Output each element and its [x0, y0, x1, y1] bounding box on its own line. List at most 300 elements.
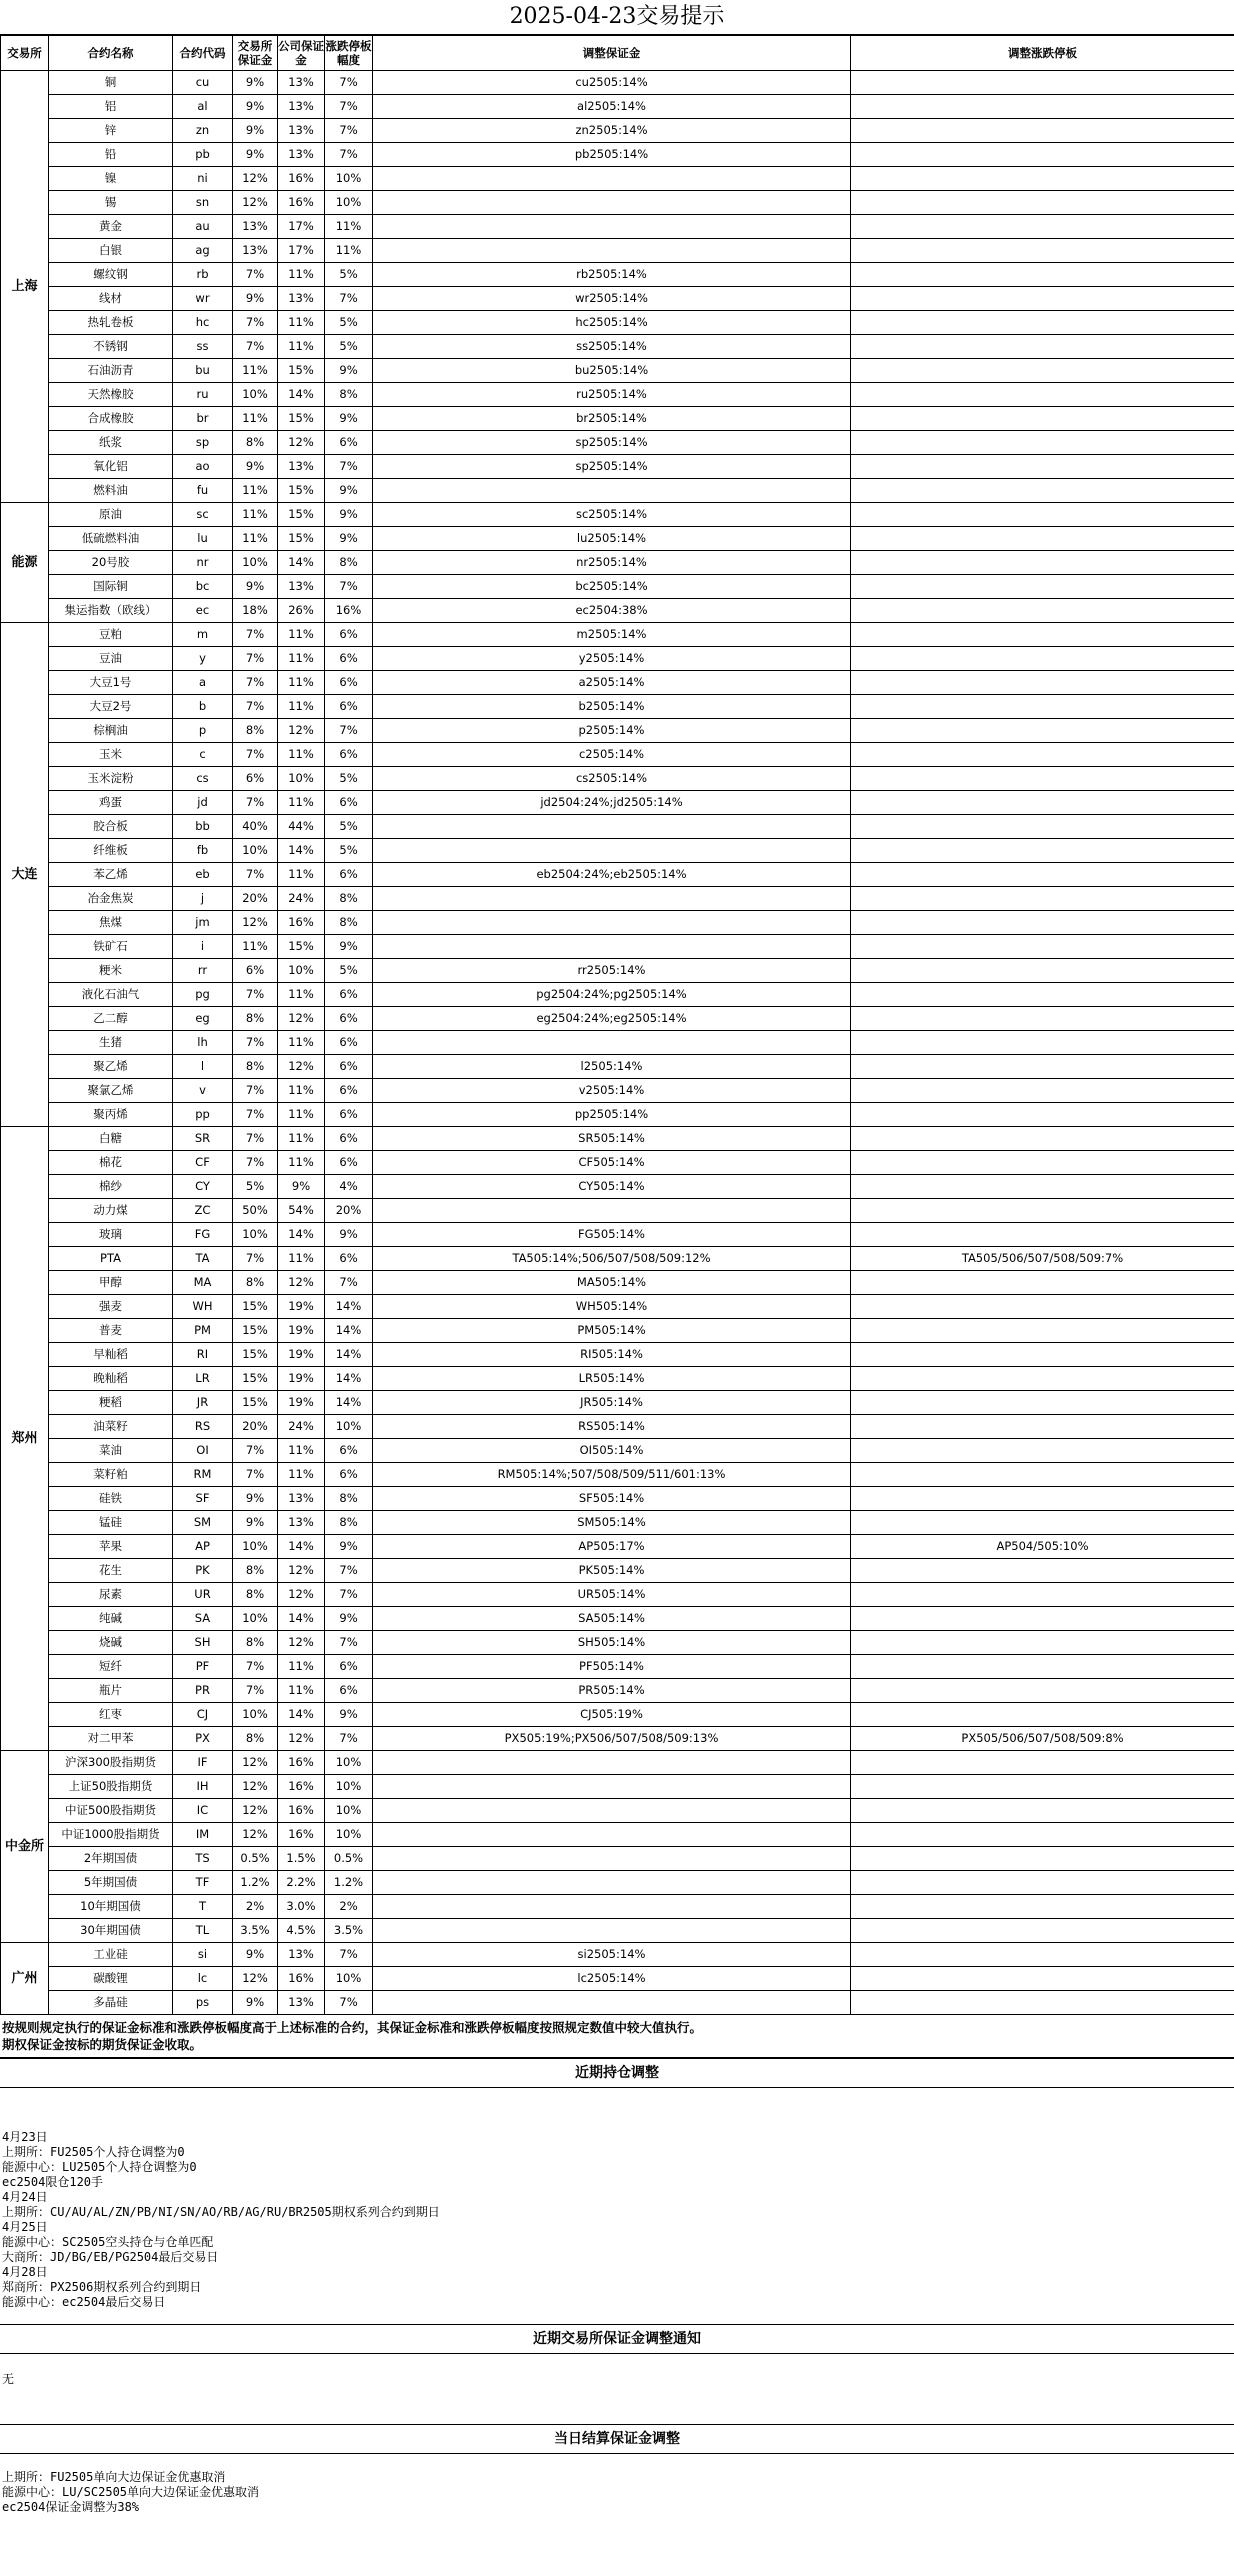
- company-margin-cell: 11%: [278, 1127, 325, 1151]
- contract-name-cell: 普麦: [49, 1319, 173, 1343]
- contract-code-cell: PM: [173, 1319, 233, 1343]
- table-row: [1, 1727, 1234, 1751]
- exchange-margin-cell: 2%: [233, 1895, 278, 1919]
- adjusted-margin-cell: hc2505:14%: [373, 311, 851, 335]
- contract-code-cell: zn: [173, 119, 233, 143]
- exchange-margin-cell: 11%: [233, 359, 278, 383]
- company-margin-cell: 12%: [278, 1271, 325, 1295]
- adjusted-limit-cell: [851, 1943, 1234, 1967]
- limit-cell: 5%: [325, 767, 373, 791]
- contract-name-cell: 豆油: [49, 647, 173, 671]
- adjusted-margin-cell: LR505:14%: [373, 1367, 851, 1391]
- adjusted-margin-cell: pb2505:14%: [373, 143, 851, 167]
- adjusted-limit-cell: [851, 1751, 1234, 1775]
- table-row: [1, 1847, 1234, 1871]
- limit-cell: 6%: [325, 1655, 373, 1679]
- limit-cell: 10%: [325, 1799, 373, 1823]
- table-row: [1, 1511, 1234, 1535]
- adjusted-limit-cell: AP504/505:10%: [851, 1535, 1234, 1559]
- limit-cell: 8%: [325, 911, 373, 935]
- table-row: [1, 1079, 1234, 1103]
- adjusted-limit-cell: [851, 983, 1234, 1007]
- contract-code-cell: a: [173, 671, 233, 695]
- adjusted-limit-cell: [851, 863, 1234, 887]
- adjusted-limit-cell: [851, 455, 1234, 479]
- contract-name-cell: 菜籽粕: [49, 1463, 173, 1487]
- table-row: [1, 95, 1234, 119]
- adjusted-margin-cell: UR505:14%: [373, 1583, 851, 1607]
- note-line: 大商所：JD/BG/EB/PG2504最后交易日: [2, 2250, 219, 2264]
- note-line: 能源中心：LU/SC2505单向大边保证金优惠取消: [2, 2485, 260, 2499]
- contract-name-cell: 白银: [49, 239, 173, 263]
- header-contract-code: 合约代码: [173, 36, 233, 71]
- contract-name-cell: 30年期国债: [49, 1919, 173, 1943]
- contract-code-cell: wr: [173, 287, 233, 311]
- contract-code-cell: TS: [173, 1847, 233, 1871]
- exchange-margin-cell: 20%: [233, 1415, 278, 1439]
- contract-name-cell: 棉纱: [49, 1175, 173, 1199]
- note-line: ec2504保证金调整为38%: [2, 2500, 140, 2514]
- contract-name-cell: 胶合板: [49, 815, 173, 839]
- limit-cell: 8%: [325, 1487, 373, 1511]
- limit-cell: 7%: [325, 95, 373, 119]
- exchange-margin-cell: 7%: [233, 623, 278, 647]
- contract-code-cell: i: [173, 935, 233, 959]
- contract-code-cell: CJ: [173, 1703, 233, 1727]
- table-row: [1, 143, 1234, 167]
- limit-cell: 9%: [325, 503, 373, 527]
- adjusted-limit-cell: [851, 1199, 1234, 1223]
- note-line: 上期所：FU2505个人持仓调整为0: [2, 2145, 185, 2159]
- company-margin-cell: 12%: [278, 1631, 325, 1655]
- contract-code-cell: RS: [173, 1415, 233, 1439]
- adjusted-margin-cell: b2505:14%: [373, 695, 851, 719]
- exchange-margin-cell: 20%: [233, 887, 278, 911]
- table-row: [1, 1487, 1234, 1511]
- adjusted-margin-cell: c2505:14%: [373, 743, 851, 767]
- exchange-margin-cell: 3.5%: [233, 1919, 278, 1943]
- table-row: [1, 1799, 1234, 1823]
- table-row: [1, 263, 1234, 287]
- limit-cell: 6%: [325, 1463, 373, 1487]
- table-row: [1, 647, 1234, 671]
- exchange-margin-cell: 7%: [233, 791, 278, 815]
- company-margin-cell: 11%: [278, 1079, 325, 1103]
- limit-cell: 20%: [325, 1199, 373, 1223]
- contract-name-cell: 乙二醇: [49, 1007, 173, 1031]
- contract-name-cell: 纤维板: [49, 839, 173, 863]
- contract-name-cell: 沪深300股指期货: [49, 1751, 173, 1775]
- contract-code-cell: AP: [173, 1535, 233, 1559]
- table-row: [1, 527, 1234, 551]
- adjusted-margin-cell: AP505:17%: [373, 1535, 851, 1559]
- company-margin-cell: 12%: [278, 1583, 325, 1607]
- exchange-margin-cell: 15%: [233, 1391, 278, 1415]
- table-row: [1, 1943, 1234, 1967]
- adjusted-limit-cell: [851, 1967, 1234, 1991]
- contract-code-cell: lu: [173, 527, 233, 551]
- limit-cell: 6%: [325, 791, 373, 815]
- contract-code-cell: sp: [173, 431, 233, 455]
- contract-name-cell: 花生: [49, 1559, 173, 1583]
- adjusted-limit-cell: [851, 1367, 1234, 1391]
- note-line: 上期所：CU/AU/AL/ZN/PB/NI/SN/AO/RB/AG/RU/BR2505期权系列合约到期日: [2, 2205, 440, 2219]
- adjusted-margin-cell: SM505:14%: [373, 1511, 851, 1535]
- contract-code-cell: rr: [173, 959, 233, 983]
- table-row: [1, 359, 1234, 383]
- limit-cell: 10%: [325, 1823, 373, 1847]
- exchange-margin-cell: 11%: [233, 527, 278, 551]
- company-margin-cell: 11%: [278, 983, 325, 1007]
- limit-cell: 6%: [325, 1055, 373, 1079]
- contract-code-cell: au: [173, 215, 233, 239]
- adjusted-margin-cell: cs2505:14%: [373, 767, 851, 791]
- table-row: [1, 1535, 1234, 1559]
- table-row: [1, 551, 1234, 575]
- contract-name-cell: 苹果: [49, 1535, 173, 1559]
- exchange-margin-cell: 1.2%: [233, 1871, 278, 1895]
- limit-cell: 14%: [325, 1367, 373, 1391]
- contract-code-cell: PR: [173, 1679, 233, 1703]
- contract-code-cell: pg: [173, 983, 233, 1007]
- contract-code-cell: ao: [173, 455, 233, 479]
- exchange-margin-cell: 15%: [233, 1295, 278, 1319]
- adjusted-margin-cell: [373, 1847, 851, 1871]
- contract-name-cell: 强麦: [49, 1295, 173, 1319]
- limit-cell: 1.2%: [325, 1871, 373, 1895]
- contract-name-cell: 动力煤: [49, 1199, 173, 1223]
- contract-name-cell: 瓶片: [49, 1679, 173, 1703]
- adjusted-margin-cell: WH505:14%: [373, 1295, 851, 1319]
- contract-name-cell: 10年期国债: [49, 1895, 173, 1919]
- company-margin-cell: 17%: [278, 239, 325, 263]
- contract-name-cell: 中证500股指期货: [49, 1799, 173, 1823]
- adjusted-limit-cell: [851, 407, 1234, 431]
- limit-cell: 7%: [325, 1631, 373, 1655]
- header-limit: 涨跌停板幅度: [325, 36, 373, 71]
- table-row: [1, 1319, 1234, 1343]
- exchange-margin-cell: 11%: [233, 935, 278, 959]
- contract-code-cell: si: [173, 1943, 233, 1967]
- limit-cell: 7%: [325, 1943, 373, 1967]
- contract-code-cell: y: [173, 647, 233, 671]
- table-row: [1, 1919, 1234, 1943]
- adjusted-limit-cell: TA505/506/507/508/509:7%: [851, 1247, 1234, 1271]
- contract-name-cell: 粳米: [49, 959, 173, 983]
- table-row: [1, 1463, 1234, 1487]
- contract-name-cell: 氧化铝: [49, 455, 173, 479]
- limit-cell: 9%: [325, 1607, 373, 1631]
- company-margin-cell: 13%: [278, 71, 325, 95]
- exchange-margin-cell: 10%: [233, 1607, 278, 1631]
- contract-name-cell: 多晶硅: [49, 1991, 173, 2015]
- adjusted-margin-cell: JR505:14%: [373, 1391, 851, 1415]
- limit-cell: 7%: [325, 1991, 373, 2015]
- limit-cell: 0.5%: [325, 1847, 373, 1871]
- adjusted-limit-cell: [851, 599, 1234, 623]
- company-margin-cell: 13%: [278, 1991, 325, 2015]
- adjusted-margin-cell: [373, 1775, 851, 1799]
- contract-name-cell: 尿素: [49, 1583, 173, 1607]
- exchange-margin-cell: 9%: [233, 287, 278, 311]
- adjusted-limit-cell: [851, 1559, 1234, 1583]
- contract-code-cell: jd: [173, 791, 233, 815]
- adjusted-margin-cell: bu2505:14%: [373, 359, 851, 383]
- header-exchange-margin: 交易所保证金: [233, 36, 278, 71]
- table-row: [1, 1151, 1234, 1175]
- adjusted-limit-cell: [851, 1487, 1234, 1511]
- company-margin-cell: 12%: [278, 1007, 325, 1031]
- adjusted-limit-cell: [851, 1511, 1234, 1535]
- header-exchange: 交易所: [1, 36, 49, 71]
- adjusted-limit-cell: [851, 1343, 1234, 1367]
- contract-name-cell: 20号胶: [49, 551, 173, 575]
- table-row: [1, 1247, 1234, 1271]
- adjusted-limit-cell: [851, 1415, 1234, 1439]
- company-margin-cell: 11%: [278, 1247, 325, 1271]
- note-line: ec2504限仓120手: [2, 2175, 104, 2189]
- contract-name-cell: 燃料油: [49, 479, 173, 503]
- margin-notice-section: [0, 2324, 1234, 2424]
- note-line: 4月24日: [2, 2190, 48, 2204]
- contract-name-cell: 工业硅: [49, 1943, 173, 1967]
- limit-cell: 9%: [325, 1703, 373, 1727]
- exchange-margin-cell: 7%: [233, 335, 278, 359]
- company-margin-cell: 14%: [278, 839, 325, 863]
- company-margin-cell: 13%: [278, 1487, 325, 1511]
- contract-code-cell: hc: [173, 311, 233, 335]
- limit-cell: 14%: [325, 1391, 373, 1415]
- contract-code-cell: IC: [173, 1799, 233, 1823]
- adjusted-margin-cell: zn2505:14%: [373, 119, 851, 143]
- exchange-cell: 能源: [1, 503, 49, 623]
- exchange-margin-cell: 11%: [233, 503, 278, 527]
- contract-code-cell: b: [173, 695, 233, 719]
- exchange-margin-cell: 8%: [233, 719, 278, 743]
- contract-code-cell: TA: [173, 1247, 233, 1271]
- contract-name-cell: 铜: [49, 71, 173, 95]
- adjusted-margin-cell: [373, 911, 851, 935]
- adjusted-margin-cell: CF505:14%: [373, 1151, 851, 1175]
- company-margin-cell: 11%: [278, 263, 325, 287]
- contract-name-cell: 国际铜: [49, 575, 173, 599]
- contract-code-cell: sn: [173, 191, 233, 215]
- adjusted-margin-cell: RS505:14%: [373, 1415, 851, 1439]
- contract-code-cell: SF: [173, 1487, 233, 1511]
- contract-name-cell: 大豆1号: [49, 671, 173, 695]
- contract-name-cell: 晚籼稻: [49, 1367, 173, 1391]
- contract-name-cell: 不锈钢: [49, 335, 173, 359]
- contract-code-cell: al: [173, 95, 233, 119]
- exchange-margin-cell: 9%: [233, 71, 278, 95]
- limit-cell: 6%: [325, 1439, 373, 1463]
- contract-name-cell: 黄金: [49, 215, 173, 239]
- exchange-margin-cell: 15%: [233, 1319, 278, 1343]
- adjusted-limit-cell: [851, 1991, 1234, 2015]
- settlement-margin-body: [0, 2454, 1234, 2515]
- contract-name-cell: 苯乙烯: [49, 863, 173, 887]
- exchange-margin-cell: 9%: [233, 575, 278, 599]
- contract-name-cell: 碳酸锂: [49, 1967, 173, 1991]
- exchange-margin-cell: 8%: [233, 1727, 278, 1751]
- adjusted-limit-cell: [851, 1079, 1234, 1103]
- margin-notice-body: [0, 2354, 1234, 2424]
- adjusted-limit-cell: [851, 935, 1234, 959]
- table-row: [1, 767, 1234, 791]
- position-adjust-title: 近期持仓调整: [0, 2058, 1234, 2088]
- adjusted-limit-cell: [851, 143, 1234, 167]
- adjusted-margin-cell: m2505:14%: [373, 623, 851, 647]
- table-row: [1, 1223, 1234, 1247]
- table-row: [1, 623, 1234, 647]
- adjusted-margin-cell: [373, 1799, 851, 1823]
- adjusted-margin-cell: [373, 839, 851, 863]
- exchange-margin-cell: 9%: [233, 143, 278, 167]
- table-row: [1, 1991, 1234, 2015]
- adjusted-limit-cell: [851, 1799, 1234, 1823]
- table-row: [1, 1823, 1234, 1847]
- limit-cell: 10%: [325, 1751, 373, 1775]
- contract-name-cell: 玻璃: [49, 1223, 173, 1247]
- contract-name-cell: 镍: [49, 167, 173, 191]
- limit-cell: 7%: [325, 143, 373, 167]
- exchange-margin-cell: 7%: [233, 743, 278, 767]
- adjusted-limit-cell: PX505/506/507/508/509:8%: [851, 1727, 1234, 1751]
- table-row: [1, 1559, 1234, 1583]
- limit-cell: 6%: [325, 1103, 373, 1127]
- contract-code-cell: PX: [173, 1727, 233, 1751]
- exchange-margin-cell: 8%: [233, 1559, 278, 1583]
- table-row: [1, 671, 1234, 695]
- adjusted-limit-cell: [851, 1175, 1234, 1199]
- limit-cell: 11%: [325, 215, 373, 239]
- company-margin-cell: 11%: [278, 1655, 325, 1679]
- adjusted-limit-cell: [851, 623, 1234, 647]
- exchange-cell: 上海: [1, 71, 49, 503]
- contract-code-cell: IF: [173, 1751, 233, 1775]
- adjusted-limit-cell: [851, 1775, 1234, 1799]
- exchange-margin-cell: 10%: [233, 1535, 278, 1559]
- contract-code-cell: T: [173, 1895, 233, 1919]
- table-row: [1, 1295, 1234, 1319]
- limit-cell: 6%: [325, 623, 373, 647]
- contract-code-cell: cu: [173, 71, 233, 95]
- company-margin-cell: 13%: [278, 575, 325, 599]
- adjusted-limit-cell: [851, 575, 1234, 599]
- limit-cell: 7%: [325, 575, 373, 599]
- adjusted-margin-cell: lu2505:14%: [373, 527, 851, 551]
- table-row: [1, 407, 1234, 431]
- adjusted-limit-cell: [851, 1655, 1234, 1679]
- contract-code-cell: FG: [173, 1223, 233, 1247]
- contract-name-cell: 天然橡胶: [49, 383, 173, 407]
- company-margin-cell: 14%: [278, 1703, 325, 1727]
- contract-code-cell: sc: [173, 503, 233, 527]
- table-row: [1, 959, 1234, 983]
- company-margin-cell: 12%: [278, 1055, 325, 1079]
- contract-code-cell: eg: [173, 1007, 233, 1031]
- table-row: [1, 383, 1234, 407]
- adjusted-margin-cell: y2505:14%: [373, 647, 851, 671]
- limit-cell: 9%: [325, 1223, 373, 1247]
- exchange-margin-cell: 9%: [233, 1943, 278, 1967]
- contract-code-cell: TF: [173, 1871, 233, 1895]
- contract-code-cell: MA: [173, 1271, 233, 1295]
- limit-cell: 7%: [325, 719, 373, 743]
- adjusted-limit-cell: [851, 791, 1234, 815]
- contract-name-cell: 原油: [49, 503, 173, 527]
- table-row: [1, 71, 1234, 95]
- adjusted-limit-cell: [851, 1631, 1234, 1655]
- exchange-margin-cell: 10%: [233, 839, 278, 863]
- contract-code-cell: pp: [173, 1103, 233, 1127]
- contract-name-cell: 白糖: [49, 1127, 173, 1151]
- adjusted-limit-cell: [851, 1823, 1234, 1847]
- table-header-row: [1, 36, 1234, 71]
- table-row: [1, 1895, 1234, 1919]
- limit-cell: 10%: [325, 191, 373, 215]
- table-row: [1, 119, 1234, 143]
- company-margin-cell: 1.5%: [278, 1847, 325, 1871]
- adjusted-limit-cell: [851, 671, 1234, 695]
- table-row: [1, 815, 1234, 839]
- settlement-margin-title: 当日结算保证金调整: [0, 2424, 1234, 2454]
- adjusted-limit-cell: [851, 743, 1234, 767]
- contract-name-cell: 2年期国债: [49, 1847, 173, 1871]
- adjusted-limit-cell: [851, 1607, 1234, 1631]
- table-row: [1, 1343, 1234, 1367]
- adjusted-limit-cell: [851, 887, 1234, 911]
- company-margin-cell: 16%: [278, 167, 325, 191]
- contract-code-cell: fb: [173, 839, 233, 863]
- exchange-margin-cell: 12%: [233, 167, 278, 191]
- company-margin-cell: 12%: [278, 1559, 325, 1583]
- adjusted-limit-cell: [851, 1295, 1234, 1319]
- exchange-margin-cell: 15%: [233, 1343, 278, 1367]
- exchange-margin-cell: 7%: [233, 695, 278, 719]
- company-margin-cell: 11%: [278, 1151, 325, 1175]
- adjusted-limit-cell: [851, 1127, 1234, 1151]
- limit-cell: 9%: [325, 479, 373, 503]
- exchange-margin-cell: 12%: [233, 191, 278, 215]
- table-row: [1, 191, 1234, 215]
- table-row: [1, 863, 1234, 887]
- table-row: [1, 1583, 1234, 1607]
- limit-cell: 14%: [325, 1319, 373, 1343]
- company-margin-cell: 11%: [278, 1439, 325, 1463]
- adjusted-margin-cell: [373, 1823, 851, 1847]
- limit-cell: 8%: [325, 383, 373, 407]
- adjusted-margin-cell: [373, 167, 851, 191]
- exchange-margin-cell: 7%: [233, 311, 278, 335]
- contract-code-cell: lh: [173, 1031, 233, 1055]
- company-margin-cell: 17%: [278, 215, 325, 239]
- limit-cell: 6%: [325, 1007, 373, 1031]
- contract-name-cell: PTA: [49, 1247, 173, 1271]
- contract-name-cell: 棉花: [49, 1151, 173, 1175]
- adjusted-margin-cell: pp2505:14%: [373, 1103, 851, 1127]
- limit-cell: 11%: [325, 239, 373, 263]
- contract-name-cell: 铅: [49, 143, 173, 167]
- exchange-margin-cell: 10%: [233, 551, 278, 575]
- adjusted-margin-cell: wr2505:14%: [373, 287, 851, 311]
- exchange-margin-cell: 0.5%: [233, 1847, 278, 1871]
- table-row: [1, 575, 1234, 599]
- adjusted-margin-cell: [373, 1031, 851, 1055]
- limit-cell: 6%: [325, 1151, 373, 1175]
- exchange-margin-cell: 10%: [233, 1703, 278, 1727]
- adjusted-margin-cell: PX505:19%;PX506/507/508/509:13%: [373, 1727, 851, 1751]
